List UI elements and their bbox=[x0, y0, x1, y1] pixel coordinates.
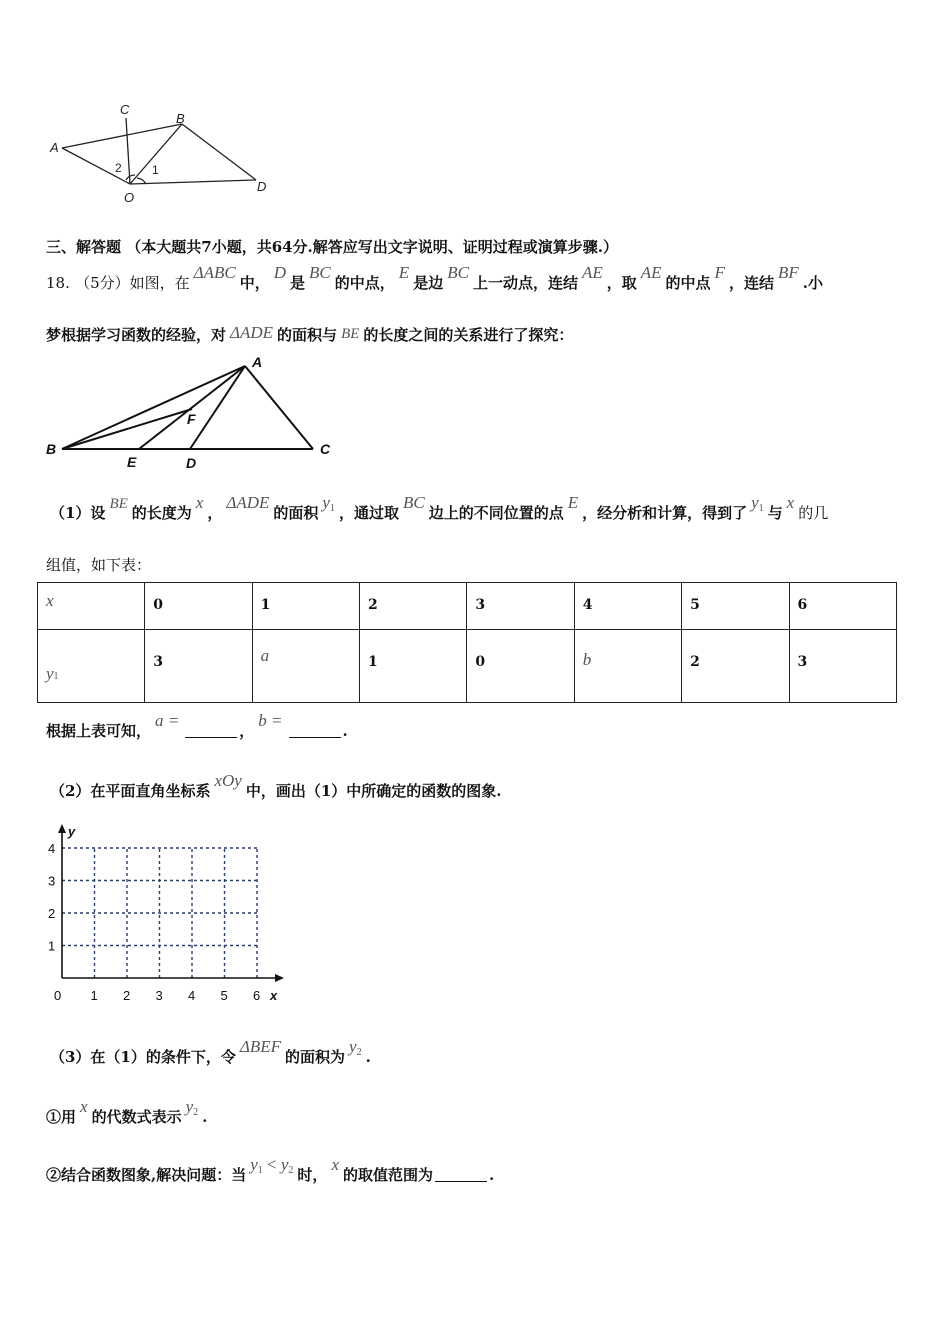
table-cell bbox=[145, 583, 252, 630]
blank-range[interactable] bbox=[435, 1181, 487, 1182]
cell-y-5: 2 bbox=[690, 654, 700, 670]
subq2-a: ②结合函数图象,解决问题：当 bbox=[46, 1166, 247, 1184]
cell-x-3: 3 bbox=[475, 597, 486, 613]
cell-x-4: 4 bbox=[582, 597, 593, 613]
part1-f: 边上的不同位置的点 bbox=[428, 504, 564, 522]
fig1-label-b: B bbox=[176, 111, 185, 126]
part3-b: 的面积为 bbox=[285, 1048, 346, 1066]
fig1-label-a: A bbox=[50, 140, 59, 155]
q18-t6: ，取 bbox=[606, 274, 637, 292]
y2-letter: y bbox=[349, 1037, 357, 1056]
table-cell bbox=[252, 583, 359, 630]
cell-x-2: 2 bbox=[367, 597, 378, 613]
math-b-eq: b = bbox=[258, 711, 283, 730]
q18-number: 18. bbox=[46, 274, 70, 292]
coordinate-grid bbox=[40, 822, 290, 1002]
part2-a: （2）在平面直角坐标系 bbox=[50, 782, 211, 800]
grid-x-tick: 5 bbox=[220, 988, 228, 1002]
part1-line1 bbox=[50, 493, 829, 523]
after-table-line bbox=[46, 711, 348, 741]
part3-line bbox=[50, 1037, 371, 1067]
table-cell bbox=[145, 630, 252, 703]
figure-quadrilateral bbox=[44, 98, 274, 210]
part1-line2: 组值，如下表： bbox=[46, 556, 152, 574]
math-bc: BC bbox=[309, 263, 331, 282]
part3-end: . bbox=[365, 1048, 371, 1066]
table-y-sub: 1 bbox=[53, 671, 59, 682]
cell-y-1: a bbox=[260, 646, 270, 665]
q18-t5: 上一动点，连结 bbox=[472, 274, 578, 292]
value-table bbox=[37, 582, 897, 703]
q18-intro: （5分）如图，在 bbox=[75, 274, 190, 292]
table-row-y1 bbox=[38, 630, 897, 703]
ineq-y1-sub: 1 bbox=[257, 1165, 263, 1176]
fig2-label-e: E bbox=[127, 454, 137, 470]
math-ae: AE bbox=[581, 263, 603, 282]
y-sub: 1 bbox=[329, 503, 335, 514]
q18-line2b: 的面积与 bbox=[277, 326, 338, 344]
table-cell bbox=[574, 630, 681, 703]
math-y1-p1 bbox=[322, 493, 335, 512]
part2-b: 中，画出（1）中所确定的函数的图象. bbox=[245, 782, 502, 800]
table-x-label: x bbox=[46, 591, 54, 610]
subq1-end: . bbox=[202, 1108, 208, 1126]
fig1-angle-1: 1 bbox=[152, 163, 159, 177]
grid-x-tick: 6 bbox=[253, 988, 261, 1002]
part3-a: （3）在（1）的条件下，令 bbox=[50, 1048, 236, 1066]
table-cell bbox=[467, 583, 574, 630]
table-cell bbox=[682, 583, 789, 630]
grid-y-tick: 3 bbox=[48, 873, 56, 889]
y-letter-2: y bbox=[751, 493, 759, 512]
grid-x-label: x bbox=[270, 988, 278, 1002]
ineq-lt: < bbox=[267, 1155, 277, 1174]
fig2-label-f: F bbox=[187, 411, 196, 427]
part1-a: （1）设 bbox=[50, 504, 106, 522]
math-y2-p3 bbox=[349, 1037, 362, 1056]
table-cell bbox=[574, 583, 681, 630]
y-letter: y bbox=[322, 493, 330, 512]
section-heading bbox=[46, 236, 618, 257]
grid-y-label: y bbox=[68, 824, 76, 839]
table-cell bbox=[682, 630, 789, 703]
math-x-q2: x bbox=[331, 1155, 339, 1174]
cell-y-0: 3 bbox=[153, 654, 163, 670]
math-x-p1: x bbox=[195, 493, 204, 512]
grid-y-tick: 4 bbox=[48, 841, 56, 856]
q18-line1 bbox=[46, 263, 823, 293]
y-sub-2: 1 bbox=[758, 503, 764, 514]
math-tri-bef: ΔBEF bbox=[239, 1037, 282, 1056]
section-note: （本大题共7小题，共64分.解答应写出文字说明、证明过程或演算步骤.） bbox=[126, 238, 619, 256]
q18-line2c: 的长度之间的关系进行了探究： bbox=[363, 326, 574, 344]
table-cell bbox=[467, 630, 574, 703]
ineq-y2-sub: 2 bbox=[288, 1165, 294, 1176]
grid-x-tick: 4 bbox=[188, 988, 196, 1002]
math-d: D bbox=[273, 263, 287, 282]
math-bf: BF bbox=[777, 263, 799, 282]
math-bc-2: BC bbox=[447, 263, 469, 282]
subq2-end: . bbox=[489, 1166, 495, 1184]
subq1-line bbox=[46, 1097, 208, 1127]
part1-g: ，经分析和计算，得到了 bbox=[582, 504, 748, 522]
y2-sub-q1: 2 bbox=[193, 1107, 199, 1118]
part1-b: 的长度为 bbox=[131, 504, 192, 522]
q18-t3: 的中点， bbox=[334, 274, 395, 292]
part2-line bbox=[50, 771, 502, 801]
fig2-label-b: B bbox=[46, 441, 57, 457]
fig1-label-c: C bbox=[120, 102, 130, 117]
subq2-line bbox=[46, 1155, 495, 1185]
math-be: BE bbox=[341, 326, 360, 342]
ineq-y1: y bbox=[250, 1155, 258, 1174]
cell-y-3: 0 bbox=[475, 654, 486, 670]
math-bc-p1: BC bbox=[402, 493, 425, 512]
q18-t1: 中， bbox=[239, 274, 270, 292]
q18-t7: 的中点 bbox=[665, 274, 711, 292]
math-y1-p1b bbox=[751, 493, 764, 512]
fig1-label-o: O bbox=[124, 190, 135, 205]
math-f: F bbox=[714, 263, 725, 282]
subq1-a: ①用 bbox=[46, 1108, 77, 1126]
table-cell bbox=[359, 630, 466, 703]
after-table-end: . bbox=[342, 722, 348, 740]
subq1-b: 的代数式表示 bbox=[91, 1108, 182, 1126]
fig2-label-d: D bbox=[186, 455, 197, 471]
fig2-label-a: A bbox=[252, 354, 263, 370]
fig1-label-d: D bbox=[257, 179, 267, 194]
grid-x-tick: 0 bbox=[54, 988, 62, 1002]
math-e: E bbox=[398, 263, 410, 282]
math-e-p1: E bbox=[567, 493, 579, 512]
fig1-angle-2: 2 bbox=[115, 161, 122, 175]
table-cell bbox=[789, 583, 896, 630]
grid-y-tick: 1 bbox=[48, 938, 56, 954]
math-tri-ade-p1: ΔADE bbox=[226, 493, 270, 512]
table-y-label bbox=[46, 640, 59, 684]
math-x-q1: x bbox=[80, 1097, 88, 1116]
table-cell bbox=[359, 583, 466, 630]
y2-sub: 2 bbox=[356, 1047, 362, 1058]
math-tri-ade: ΔADE bbox=[230, 323, 274, 342]
q18-line2a: 梦根据学习函数的经验，对 bbox=[46, 326, 227, 344]
math-ineq bbox=[250, 1155, 293, 1174]
q18-t2: 是 bbox=[290, 274, 306, 292]
part1-i: 的几 bbox=[798, 504, 829, 522]
math-tri-abc: ΔABC bbox=[193, 263, 236, 282]
section-title: 三、解答题 bbox=[46, 238, 122, 256]
grid-y-tick: 2 bbox=[48, 906, 56, 921]
y2-letter-q1: y bbox=[185, 1097, 194, 1116]
after-table-sep: ， bbox=[239, 722, 255, 740]
math-be-p1: BE bbox=[109, 496, 128, 512]
cell-x-0: 0 bbox=[153, 597, 163, 613]
math-a-eq: a = bbox=[155, 711, 180, 730]
grid-x-tick: 1 bbox=[90, 988, 98, 1002]
table-header-x bbox=[38, 583, 145, 630]
cell-y-6: 3 bbox=[797, 654, 808, 670]
q18-t4: 是边 bbox=[413, 274, 444, 292]
cell-y-4: b bbox=[582, 650, 592, 669]
table-row-x bbox=[38, 583, 897, 630]
table-cell bbox=[252, 630, 359, 703]
math-y2-q1 bbox=[186, 1097, 199, 1116]
cell-x-6: 6 bbox=[797, 597, 808, 613]
blank-b[interactable] bbox=[289, 737, 341, 738]
math-x-p1b: x bbox=[786, 493, 795, 512]
table-header-y1 bbox=[38, 630, 145, 703]
table-cell bbox=[789, 630, 896, 703]
grid-x-tick: 2 bbox=[123, 988, 131, 1002]
q18-t9: .小 bbox=[802, 274, 823, 292]
part1-d: 的面积 bbox=[273, 504, 319, 522]
grid-x-tick: 3 bbox=[155, 988, 163, 1002]
blank-a[interactable] bbox=[185, 737, 237, 738]
q18-t8: ，连结 bbox=[728, 274, 774, 292]
cell-y-2: 1 bbox=[367, 654, 378, 670]
figure-triangle bbox=[42, 352, 342, 474]
table-y-letter: y bbox=[46, 664, 54, 683]
cell-x-1: 1 bbox=[260, 597, 271, 613]
math-ae-2: AE bbox=[640, 263, 662, 282]
after-table-intro: 根据上表可知， bbox=[46, 722, 152, 740]
q18-line2 bbox=[46, 324, 573, 345]
part1-e: ，通过取 bbox=[338, 504, 399, 522]
ineq-y2: y bbox=[280, 1155, 289, 1174]
fig2-label-c: C bbox=[320, 441, 331, 457]
part1-c: ， bbox=[207, 504, 223, 522]
cell-x-5: 5 bbox=[690, 597, 700, 613]
subq2-c: 的取值范围为 bbox=[342, 1166, 433, 1184]
subq2-b: 时， bbox=[297, 1166, 328, 1184]
part1-h: 与 bbox=[767, 504, 783, 522]
math-xoy: xOy bbox=[214, 771, 242, 790]
